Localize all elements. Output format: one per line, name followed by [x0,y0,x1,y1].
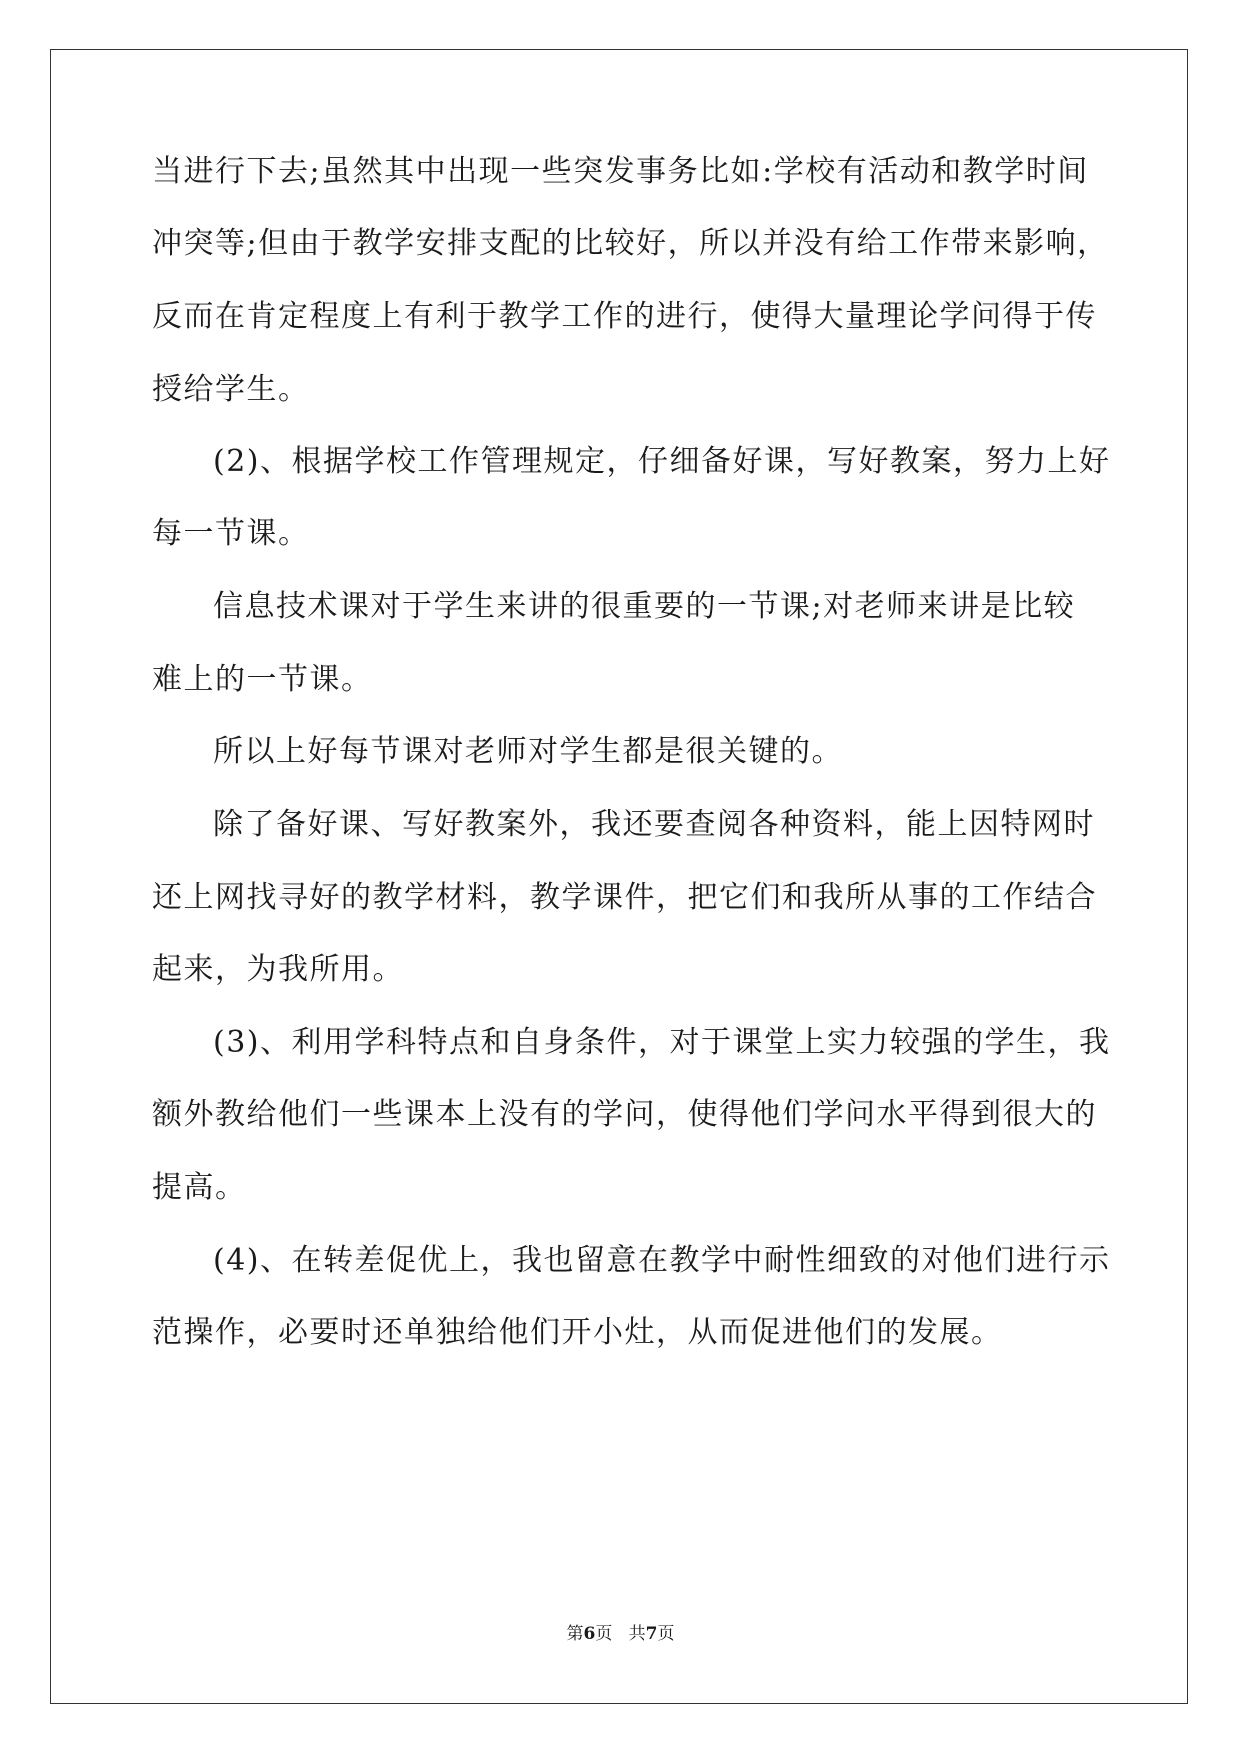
text-line: 反而在肯定程度上有利于教学工作的进行，使得大量理论学问得于传 [152,299,1097,334]
text-line: (3)、利用学科特点和自身条件，对于课堂上实力较强的学生，我 [213,1025,1111,1060]
text-line: 还上网找寻好的教学材料，教学课件，把它们和我所从事的工作结合 [152,880,1097,915]
page-footer [0,1622,1241,1646]
text-line: 起来，为我所用。 [152,952,404,987]
text-line: 难上的一节课。 [152,662,373,697]
text-line: 除了备好课、写好教案外，我还要查阅各种资料，能上因特网时 [213,807,1095,842]
text-line: 当进行下去;虽然其中出现一些突发事务比如:学校有活动和教学时间 [152,154,1089,189]
page-total: 共7页 [628,1624,675,1644]
text-line: 授给学生。 [152,372,310,407]
text-line: 每一节课。 [152,516,310,551]
text-line: 信息技术课对于学生来讲的很重要的一节课;对老师来讲是比较 [213,589,1076,624]
text-line: (4)、在转差促优上，我也留意在教学中耐性细致的对他们进行示 [213,1243,1111,1278]
text-line: 提高。 [152,1170,247,1205]
text-line: 冲突等;但由于教学安排支配的比较好，所以并没有给工作带来影响， [152,226,1109,261]
text-line: 额外教给他们一些课本上没有的学问，使得他们学问水平得到很大的 [152,1097,1097,1132]
text-line: 所以上好每节课对老师对学生都是很关键的。 [213,734,843,769]
page-number: 第6页 [566,1624,613,1644]
text-line: (2)、根据学校工作管理规定，仔细备好课，写好教案，努力上好 [213,444,1111,479]
text-line: 范操作，必要时还单独给他们开小灶，从而促进他们的发展。 [152,1315,1003,1350]
